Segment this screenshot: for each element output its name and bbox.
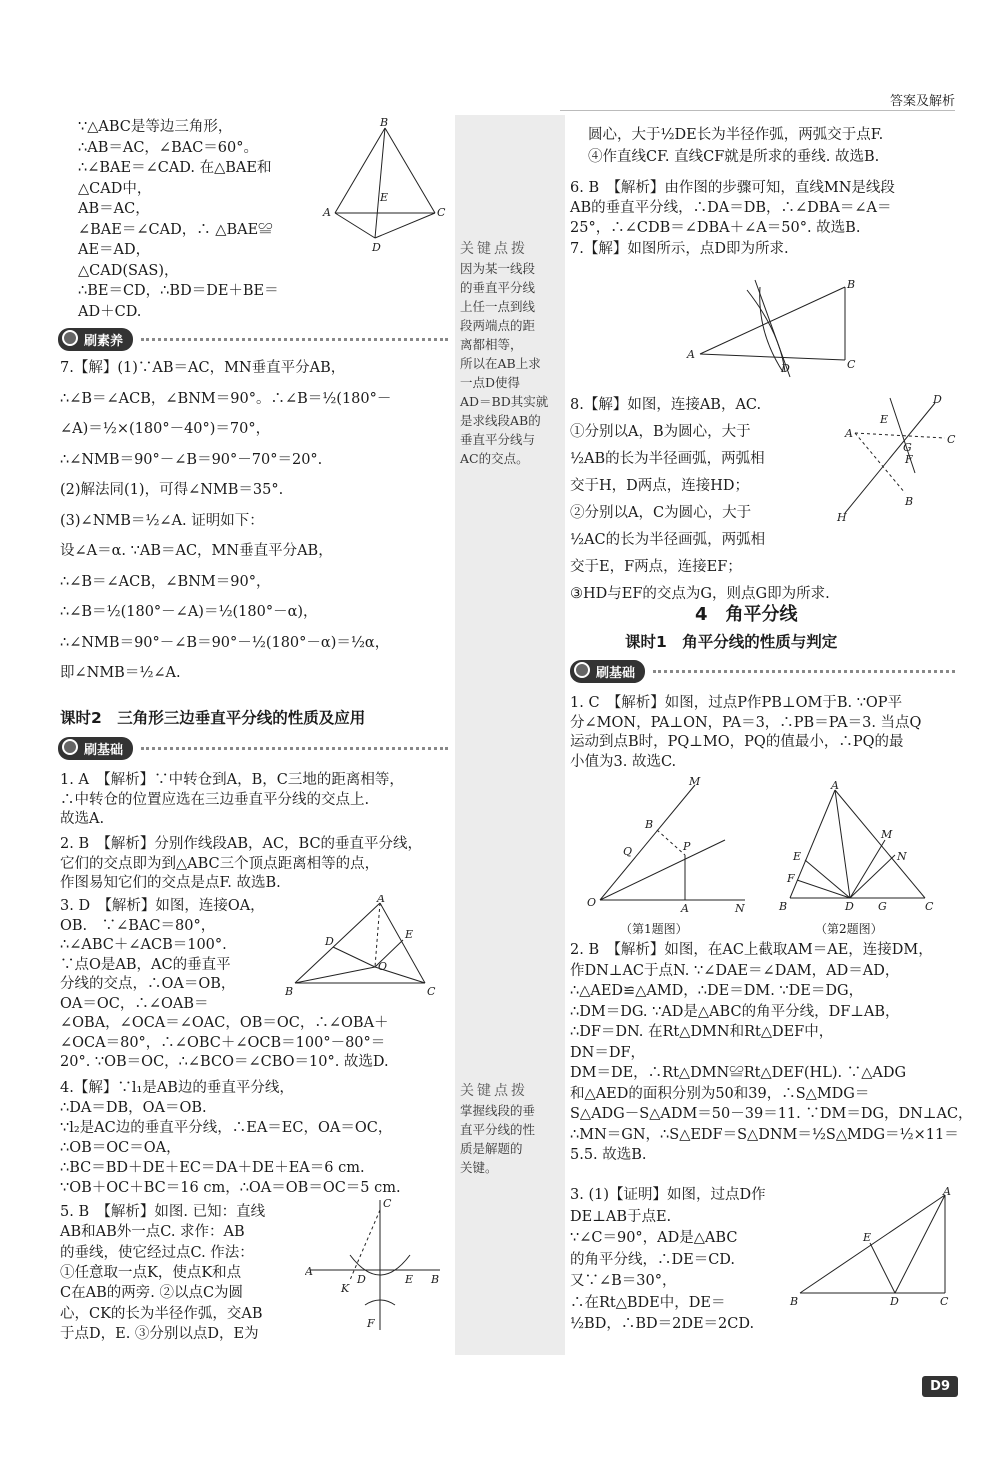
badge-shujichu-right [570, 660, 955, 682]
left-q3-line: ∠OCA＝80°，∴∠OBC＋∠OCB＝100°－80°＝ [60, 1034, 386, 1051]
right-q8-line: 交于H，D两点，连接HD； [570, 478, 750, 494]
side-note-2 [460, 1082, 560, 1177]
side-note-line: 质是解题的 [460, 1141, 523, 1156]
figure-1-caption: （第1题图） [620, 922, 688, 936]
svg-text:C: C [947, 433, 956, 446]
left-q4-line: 4.【解】∵l₁是AB边的垂直平分线， [60, 1080, 294, 1096]
left-q3-line: 20°. ∵OB＝OC，∴∠BCO＝∠CBO＝10°. 故选D. [60, 1054, 389, 1070]
side-note-1-body [460, 259, 560, 468]
svg-text:A: A [845, 427, 853, 440]
left-q3-line: ∠OBA，∠OCA＝∠OAC，OB＝OC，∴∠OBA＋ [60, 1015, 389, 1031]
left-block1-line: ∠BAE＝∠CAD，∴ △BAE≌ [78, 221, 273, 238]
left-q7-line: ∴∠NMB＝90°－∠B＝90°－½(180°－α)＝½α， [60, 634, 390, 651]
side-note-line: 上任一点到线 [460, 299, 536, 314]
left-q2-line: 它们的交点即为到△ABC三个顶点距离相等的点， [60, 855, 380, 872]
right-q5-cont-line: 圆心，大于½DE长为半径作弧，两弧交于点F. [588, 127, 884, 143]
right-q3-line: 的角平分线，∴DE＝CD. [570, 1251, 736, 1268]
right-q3-line: 3. (1)【证明】如图，过点D作 [570, 1187, 766, 1203]
side-note-line: 所以在AB上求 [460, 356, 541, 371]
left-q7-line: (3)∠NMB＝½∠A. 证明如下： [60, 512, 264, 529]
page-header-title: 答案及解析 [889, 94, 955, 109]
left-q5-line: C在AB的两旁. ②以点C为圆 [60, 1285, 244, 1302]
left-q7-line: 7.【解】(1)∵AB＝AC，MN垂直平分AB， [60, 360, 346, 376]
svg-text:N: N [897, 850, 907, 863]
right-q1-line: 运动到点B时，PQ⊥MO，PQ的值最小，∴PQ的最 [570, 734, 904, 750]
svg-text:E: E [863, 1231, 872, 1244]
left-q7-line: ∴∠NMB＝90°－∠B＝90°－70°＝20°. [60, 451, 323, 468]
left-block1-line: ∴BE＝CD，∴BD＝DE＋BE＝ [78, 283, 279, 299]
figure-q7-construction [685, 272, 865, 382]
badge-shujichu-left-label: 刷基础 [58, 737, 133, 760]
left-block1-line: AE＝AD， [78, 242, 151, 258]
badge-shujichu-left-dots [141, 747, 448, 750]
svg-text:N: N [735, 902, 745, 915]
svg-text:C: C [427, 985, 436, 998]
side-note-line: 的垂直平分线 [460, 280, 536, 295]
left-q4-line: ∴BC＝BD＋DE＋EC＝DA＋DE＋EA＝6 cm. [60, 1160, 365, 1176]
left-q7-line: ∴∠B＝∠ACB，∠BNM＝90°。∴∠B＝½(180°－ [60, 390, 392, 407]
left-q4-line: ∵OB＋OC＋BC＝16 cm，∴OA＝OB＝OC＝5 cm. [60, 1180, 401, 1196]
right-q7-line: 7.【解】如图所示，点D即为所求. [570, 241, 789, 257]
figure-equilateral-triangle [320, 118, 450, 258]
left-q7-line: ∴∠B＝½(180°－∠A)＝½(180°－α)， [60, 604, 318, 620]
svg-text:B: B [645, 818, 654, 831]
figure-q8-construction [835, 393, 965, 523]
svg-text:E: E [405, 1273, 414, 1286]
svg-text:A: A [681, 902, 689, 915]
figure-2-caption: （第2题图） [815, 922, 883, 936]
left-q5-line: 心，CK的长为半径作弧，交AB [60, 1305, 263, 1322]
svg-text:D: D [372, 241, 381, 254]
left-q5-line: 的垂线，使它经过点C. 作法： [60, 1244, 254, 1261]
svg-text:B: B [905, 495, 914, 508]
badge-shusuyang-label: 刷素养 [58, 328, 133, 351]
left-block1-line: AD＋CD. [78, 303, 142, 320]
left-q4-line: ∵l₂是AC边的垂直平分线，∴EA＝EC，OA＝OC， [60, 1120, 393, 1136]
side-note-line: 垂直平分线与 [460, 432, 536, 447]
right-q6-line: AB的垂直平分线，∴DA＝DB，∴∠DBA＝∠A＝ [570, 200, 892, 216]
left-q5-line: 5. B 【解析】如图. 已知：直线 [60, 1204, 266, 1220]
svg-text:O: O [378, 960, 388, 973]
left-q1-line: ∴中转仓的位置应选在三边垂直平分线的交点上. [60, 791, 370, 808]
right-q8-line: ②分别以A，C为圆心，大于 [570, 505, 752, 521]
left-q7-line: 即∠NMB＝½∠A. [60, 665, 181, 681]
svg-text:A: A [305, 1265, 313, 1278]
left-block1-line: ∵△ABC是等边三角形， [78, 119, 233, 135]
right-q2-line: 和△AED的面积分别为50和39，∴S△MDG＝ [570, 1085, 870, 1102]
right-q2-line: ∴DF＝DN. 在Rt△DMN和Rt△DEF中， [570, 1024, 834, 1040]
right-q6-line: 25°，∴∠CDB＝∠DBA＋∠A＝50°. 故选B. [570, 220, 861, 236]
side-note-2-title: 关键点拨 [460, 1083, 528, 1099]
svg-text:C: C [925, 900, 934, 913]
left-q5-line: AB和AB外一点C. 求作：AB [60, 1224, 245, 1241]
side-note-2-body [460, 1101, 560, 1177]
figure-q5-perpendicular [305, 1195, 445, 1345]
side-note-1-title: 关键点拨 [460, 241, 528, 257]
figure-q1-angle-bisector [585, 775, 755, 915]
right-q8-line: ½AC的长为半径画弧，两弧相 [570, 532, 766, 548]
left-q7-line: 设∠A＝α. ∵AB＝AC，MN垂直平分AB， [60, 543, 333, 559]
svg-text:D: D [890, 1295, 899, 1308]
svg-text:M: M [689, 775, 701, 788]
svg-text:B: B [790, 1295, 799, 1308]
svg-text:A: A [943, 1185, 951, 1198]
lesson-2-title: 课时2 三角形三边垂直平分线的性质及应用 [60, 709, 366, 727]
right-q2-line: DM＝DE，∴Rt△DMN≌Rt△DEF(HL). ∵△ADG [570, 1065, 907, 1081]
svg-text:B: B [779, 900, 788, 913]
left-q2-line: 2. B 【解析】分别作线段AB，AC，BC的垂直平分线， [60, 836, 423, 852]
left-q2-line: 作图易知它们的交点是点F. 故选B. [60, 875, 281, 891]
side-note-1 [460, 240, 560, 468]
svg-text:M: M [881, 828, 893, 841]
svg-text:F: F [367, 1317, 375, 1330]
svg-text:G: G [903, 441, 912, 454]
svg-text:C: C [437, 206, 446, 219]
left-q5-line: 于点D，E. ③分别以点D，E为 [60, 1325, 259, 1342]
right-q3-line: ∵∠C＝90°，AD是△ABC [570, 1230, 738, 1246]
right-q5-cont-line: ④作直线CF. 直线CF就是所求的垂线. 故选B. [588, 149, 880, 165]
side-note-line: 是求线段AB的 [460, 413, 541, 428]
right-q2-line: 2. B 【解析】如图，在AC上截取AM＝AE，连接DM， [570, 942, 933, 958]
right-q2-line: 5.5. 故选B. [570, 1147, 647, 1163]
side-note-line: AD＝BD其实就 [460, 394, 549, 409]
right-q3-line: ∴在Rt△BDE中，DE＝ [570, 1294, 726, 1311]
left-q7-line: (2)解法同(1)，可得∠NMB＝35°. [60, 482, 284, 498]
svg-text:D: D [325, 935, 334, 948]
left-q5-line: ①任意取一点K，使点K和点 [60, 1264, 242, 1281]
svg-text:C: C [847, 358, 856, 371]
svg-text:P: P [683, 840, 691, 853]
svg-text:E: E [793, 850, 802, 863]
svg-text:A: A [831, 780, 839, 792]
right-q8-line: ③HD与EF的交点为G，则点G即为所求. [570, 586, 830, 602]
right-q3-line: 又∵∠B＝30°， [570, 1273, 677, 1289]
left-q1-line: 1. A 【解析】∵中转仓到A，B，C三地的距离相等， [60, 772, 404, 788]
side-note-line: 因为某一线段 [460, 261, 536, 276]
left-block1-line: AB＝AC， [78, 201, 150, 217]
svg-text:B: B [380, 118, 389, 129]
left-q4-line: ∴OB＝OC＝OA， [60, 1140, 181, 1156]
badge-shujichu-right-dots [653, 670, 955, 673]
badge-shujichu-right-label: 刷基础 [570, 660, 645, 683]
right-q3-line: ½BD，∴BD＝2DE＝2CD. [570, 1316, 755, 1332]
svg-text:K: K [341, 1282, 350, 1295]
figure-q3-triangle [285, 895, 445, 1005]
svg-text:Q: Q [623, 845, 633, 858]
svg-text:D: D [933, 393, 942, 406]
right-q2-line: ∴△AED≌△AMD，∴DE＝DM. ∵DE＝DG， [570, 983, 864, 999]
svg-text:O: O [587, 896, 597, 909]
svg-text:A: A [377, 895, 385, 905]
side-note-line: 直平分线的性 [460, 1122, 536, 1137]
right-q1-line: 分∠MON，PA⊥ON，PA＝3，∴PB＝PA＝3. 当点Q [570, 714, 922, 731]
right-q8-line: ½AB的长为半径画弧，两弧相 [570, 451, 765, 467]
page-number: D9 [922, 1376, 958, 1397]
left-q7-line: ∴∠B＝∠ACB，∠BNM＝90°， [60, 573, 271, 590]
left-block1-line: △CAD(SAS)， [78, 262, 179, 279]
svg-text:D: D [845, 900, 854, 913]
figure-q3-right-triangle [785, 1185, 960, 1310]
right-q2-line: S△ADG－S△ADM＝50－39＝11. ∵DM＝DG，DN⊥AC， [570, 1106, 973, 1122]
figure-q2-triangle [775, 780, 945, 915]
svg-text:H: H [837, 511, 847, 523]
svg-text:F: F [905, 453, 913, 466]
left-block1-line: ∴∠BAE＝∠CAD. 在△BAE和 [78, 160, 272, 176]
side-note-line: 一点D使得 [460, 375, 521, 390]
left-q1-line: 故选A. [60, 811, 105, 827]
side-note-line: 段两端点的距 [460, 318, 536, 333]
svg-text:A: A [323, 206, 331, 219]
left-q3-line: ∴∠ABC＋∠ACB＝100°. [60, 937, 227, 953]
right-q2-line: ∴MN＝GN，∴S△EDF＝S△DNM＝½S△MDG＝½×11＝ [570, 1126, 959, 1143]
svg-text:G: G [878, 900, 887, 913]
right-q8-line: 交于E，F两点，连接EF； [570, 559, 742, 575]
svg-text:D: D [357, 1273, 366, 1286]
right-q1-line: 小值为3. 故选C. [570, 753, 677, 770]
right-q2-line: DN＝DF， [570, 1044, 645, 1061]
badge-shusuyang [58, 328, 448, 350]
header-rule [560, 110, 955, 111]
side-note-line: 离都相等， [460, 337, 523, 352]
side-note-line: 关键。 [460, 1160, 498, 1175]
badge-shujichu-left [58, 737, 448, 759]
badge-shusuyang-dots [141, 338, 448, 341]
svg-text:F: F [787, 872, 795, 885]
svg-text:E: E [405, 928, 414, 941]
right-q1-line: 1. C 【解析】如图，过点P作PB⊥OM于B. ∵OP平 [570, 695, 903, 711]
left-block1-line: ∴AB＝AC，∠BAC＝60°。 [78, 139, 258, 156]
left-q3-line: OA＝OC，∴∠OAB＝ [60, 995, 209, 1012]
lesson-1-title: 课时1 角平分线的性质与判定 [625, 633, 838, 651]
svg-text:B: B [431, 1273, 440, 1286]
left-block1-line: △CAD中， [78, 180, 152, 197]
svg-text:C: C [940, 1295, 949, 1308]
right-q8-line: 8.【解】如图，连接AB，AC. [570, 397, 762, 413]
side-note-line: AC的交点。 [460, 451, 529, 466]
right-q6-line: 6. B 【解析】由作图的步骤可知，直线MN是线段 [570, 180, 895, 196]
svg-text:A: A [687, 348, 695, 361]
svg-text:B: B [285, 985, 294, 998]
left-q3-line: 3. D 【解析】如图，连接OA， [60, 898, 265, 914]
side-note-line: 掌握线段的垂 [460, 1103, 536, 1118]
left-q3-line: ∵点O是AB，AC的垂直平 [60, 956, 231, 973]
svg-text:E: E [880, 413, 889, 426]
svg-text:E: E [380, 191, 389, 204]
right-q8-line: ①分别以A，B为圆心，大于 [570, 424, 751, 440]
right-q3-line: DE⊥AB于点E. [570, 1208, 672, 1225]
right-q2-line: ∴DM＝DG. ∵AD是△ABC的角平分线，DF⊥AB， [570, 1003, 900, 1020]
svg-text:C: C [383, 1197, 392, 1210]
left-q7-line: ∠A)＝½×(180°－40°)＝70°， [60, 421, 271, 437]
left-q3-line: 分线的交点，∴OA＝OB， [60, 976, 236, 992]
svg-text:B: B [847, 278, 856, 291]
svg-text:D: D [781, 362, 790, 375]
left-q3-line: OB. ∵∠BAC＝80°， [60, 917, 216, 934]
section-4-title: 4 角平分线 [695, 604, 798, 625]
right-q2-line: 作DN⊥AC于点N. ∵∠DAE＝∠DAM，AD＝AD， [570, 962, 900, 979]
left-q4-line: ∴DA＝DB，OA＝OB. [60, 1100, 207, 1116]
